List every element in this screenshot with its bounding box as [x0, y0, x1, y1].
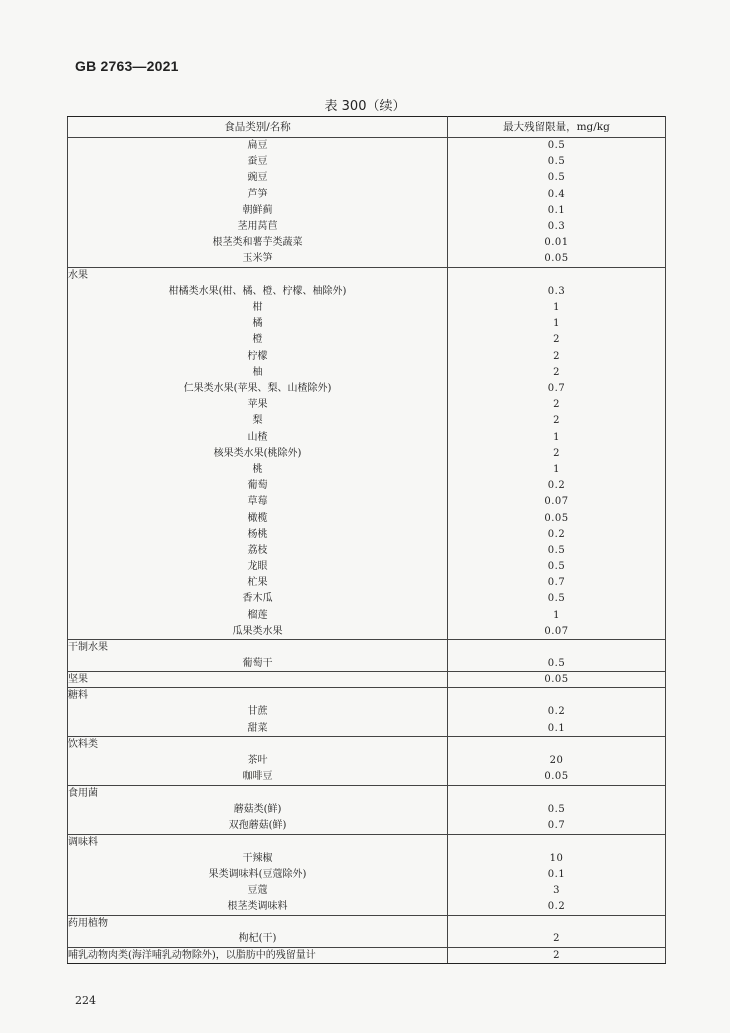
residue-limit-value: 0.5 — [448, 655, 666, 672]
food-name: 茶叶 — [68, 752, 448, 769]
table-row — [68, 267, 666, 283]
residue-limit-value: 1 — [448, 607, 666, 623]
table-row — [68, 801, 666, 818]
residue-limit-value: 0.7 — [448, 818, 666, 834]
table-row — [68, 138, 666, 154]
table-row — [68, 737, 666, 753]
food-category: 水果 — [68, 267, 448, 283]
residue-limit-value: 10 — [448, 850, 666, 867]
residue-limit-value: 2 — [448, 332, 666, 348]
residue-limit-value: 0.05 — [448, 251, 666, 267]
page-number: 224 — [75, 994, 96, 1007]
residue-limit-value: 0.4 — [448, 186, 666, 202]
residue-limit-value: 0.5 — [448, 591, 666, 607]
food-name: 茎用莴苣 — [68, 218, 448, 234]
food-name: 柚 — [68, 364, 448, 380]
table-row — [68, 575, 666, 591]
table-row — [68, 526, 666, 542]
residue-limit-value: 1 — [448, 316, 666, 332]
residue-limit-value: 0.5 — [448, 801, 666, 818]
table-row — [68, 510, 666, 526]
food-name: 仁果类水果(苹果、梨、山楂除外) — [68, 380, 448, 396]
food-name: 芦笋 — [68, 186, 448, 202]
residue-limit-value: 0.01 — [448, 235, 666, 251]
food-name: 甘蔗 — [68, 703, 448, 720]
residue-limit-value: 0.07 — [448, 494, 666, 510]
residue-limit-value — [448, 737, 666, 753]
table-row — [68, 915, 666, 931]
table-row — [68, 818, 666, 834]
food-name: 根茎类调味料 — [68, 899, 448, 915]
food-name: 玉米笋 — [68, 251, 448, 267]
table-row — [68, 785, 666, 801]
residue-limit-value: 0.1 — [448, 867, 666, 883]
food-name: 荔枝 — [68, 542, 448, 558]
table-row — [68, 720, 666, 736]
residue-limit-value: 0.5 — [448, 542, 666, 558]
residue-limits-table — [67, 116, 666, 964]
residue-limit-value — [448, 834, 666, 850]
table-row — [68, 867, 666, 883]
table-row — [68, 752, 666, 769]
residue-limit-value: 2 — [448, 948, 666, 964]
residue-limit-value: 0.3 — [448, 218, 666, 234]
column-header-max-residue-limit: 最大残留限量，mg/kg — [448, 117, 666, 138]
table-row — [68, 380, 666, 396]
food-name: 橘 — [68, 316, 448, 332]
food-name: 枸杞(干) — [68, 931, 448, 948]
table-row — [68, 170, 666, 186]
food-category: 哺乳动物肉类(海洋哺乳动物除外)，以脂肪中的残留量计 — [68, 948, 448, 964]
food-name: 朝鲜蓟 — [68, 202, 448, 218]
residue-limit-value: 2 — [448, 931, 666, 948]
residue-limit-value: 1 — [448, 429, 666, 445]
food-name: 葡萄 — [68, 478, 448, 494]
residue-limit-value: 0.2 — [448, 478, 666, 494]
table-row — [68, 688, 666, 704]
residue-limit-value — [448, 688, 666, 704]
residue-limit-value — [448, 785, 666, 801]
residue-limit-value: 0.3 — [448, 283, 666, 300]
table-row — [68, 931, 666, 948]
table-row — [68, 672, 666, 688]
table-row — [68, 899, 666, 915]
food-name: 草莓 — [68, 494, 448, 510]
food-name: 扁豆 — [68, 138, 448, 154]
table-row — [68, 235, 666, 251]
food-name: 果类调味料(豆蔻除外) — [68, 867, 448, 883]
residue-limit-value: 2 — [448, 413, 666, 429]
residue-limit-value: 0.5 — [448, 138, 666, 154]
food-name: 桃 — [68, 461, 448, 477]
table-row — [68, 316, 666, 332]
food-category: 药用植物 — [68, 915, 448, 931]
table-row — [68, 429, 666, 445]
table-row — [68, 348, 666, 364]
table-caption: 表 300（续） — [324, 99, 406, 114]
table-row — [68, 332, 666, 348]
residue-limit-value: 2 — [448, 445, 666, 461]
table-row — [68, 300, 666, 316]
table-row — [68, 591, 666, 607]
table-row — [68, 703, 666, 720]
table-row — [68, 251, 666, 267]
food-name: 干辣椒 — [68, 850, 448, 867]
table-row — [68, 397, 666, 413]
residue-limit-value: 2 — [448, 364, 666, 380]
residue-limit-value: 0.7 — [448, 575, 666, 591]
food-name: 橄榄 — [68, 510, 448, 526]
food-name: 橙 — [68, 332, 448, 348]
food-name: 蚕豆 — [68, 154, 448, 170]
residue-limit-value: 0.2 — [448, 899, 666, 915]
table-row — [68, 559, 666, 575]
table-row — [68, 202, 666, 218]
table-row — [68, 494, 666, 510]
residue-limit-value: 0.5 — [448, 170, 666, 186]
table-row — [68, 834, 666, 850]
table-row — [68, 154, 666, 170]
food-category: 调味料 — [68, 834, 448, 850]
residue-limit-value: 1 — [448, 461, 666, 477]
residue-limit-value: 0.05 — [448, 769, 666, 785]
table-row — [68, 413, 666, 429]
residue-limit-value: 2 — [448, 397, 666, 413]
table-row — [68, 769, 666, 785]
food-name: 咖啡豆 — [68, 769, 448, 785]
table-row — [68, 883, 666, 899]
table-header-row — [68, 117, 666, 138]
residue-limit-value: 0.1 — [448, 202, 666, 218]
residue-limit-value — [448, 639, 666, 655]
residue-limit-value: 0.05 — [448, 510, 666, 526]
residue-limit-value — [448, 915, 666, 931]
table-row — [68, 850, 666, 867]
food-category: 坚果 — [68, 672, 448, 688]
residue-limit-value: 0.5 — [448, 559, 666, 575]
table-row — [68, 186, 666, 202]
table-row — [68, 542, 666, 558]
table-row — [68, 948, 666, 964]
table-row — [68, 364, 666, 380]
table-row — [68, 445, 666, 461]
standard-code: GB 2763—2021 — [75, 58, 179, 74]
residue-limit-value: 1 — [448, 300, 666, 316]
food-name: 瓜果类水果 — [68, 623, 448, 639]
food-name: 柑橘类水果(柑、橘、橙、柠檬、柚除外) — [68, 283, 448, 300]
residue-limit-value: 0.2 — [448, 703, 666, 720]
food-name: 根茎类和薯芋类蔬菜 — [68, 235, 448, 251]
food-name: 双孢蘑菇(鲜) — [68, 818, 448, 834]
residue-limit-value — [448, 267, 666, 283]
table-row — [68, 607, 666, 623]
food-name: 柑 — [68, 300, 448, 316]
food-name: 杨桃 — [68, 526, 448, 542]
table-body — [68, 138, 666, 964]
table-row — [68, 283, 666, 300]
food-category: 糖料 — [68, 688, 448, 704]
residue-limit-value: 3 — [448, 883, 666, 899]
food-category: 干制水果 — [68, 639, 448, 655]
residue-limit-value: 2 — [448, 348, 666, 364]
food-name: 蘑菇类(鲜) — [68, 801, 448, 818]
food-name: 杧果 — [68, 575, 448, 591]
food-name: 柠檬 — [68, 348, 448, 364]
residue-limit-value: 0.05 — [448, 672, 666, 688]
table-row — [68, 639, 666, 655]
food-name: 梨 — [68, 413, 448, 429]
residue-limit-value: 0.2 — [448, 526, 666, 542]
table-row — [68, 461, 666, 477]
residue-limit-value: 0.5 — [448, 154, 666, 170]
residue-limit-value: 0.07 — [448, 623, 666, 639]
residue-limit-value: 0.7 — [448, 380, 666, 396]
food-name: 香木瓜 — [68, 591, 448, 607]
residue-limit-value: 0.1 — [448, 720, 666, 736]
table-row — [68, 218, 666, 234]
column-header-food-category: 食品类别/名称 — [68, 117, 448, 138]
food-name: 苹果 — [68, 397, 448, 413]
food-name: 甜菜 — [68, 720, 448, 736]
food-name: 核果类水果(桃除外) — [68, 445, 448, 461]
table-row — [68, 623, 666, 639]
food-name: 龙眼 — [68, 559, 448, 575]
food-name: 豆蔻 — [68, 883, 448, 899]
food-name: 榴莲 — [68, 607, 448, 623]
food-name: 山楂 — [68, 429, 448, 445]
table-row — [68, 655, 666, 672]
food-category: 饮料类 — [68, 737, 448, 753]
food-category: 食用菌 — [68, 785, 448, 801]
food-name: 葡萄干 — [68, 655, 448, 672]
food-name: 豌豆 — [68, 170, 448, 186]
residue-limit-value: 20 — [448, 752, 666, 769]
table-row — [68, 478, 666, 494]
